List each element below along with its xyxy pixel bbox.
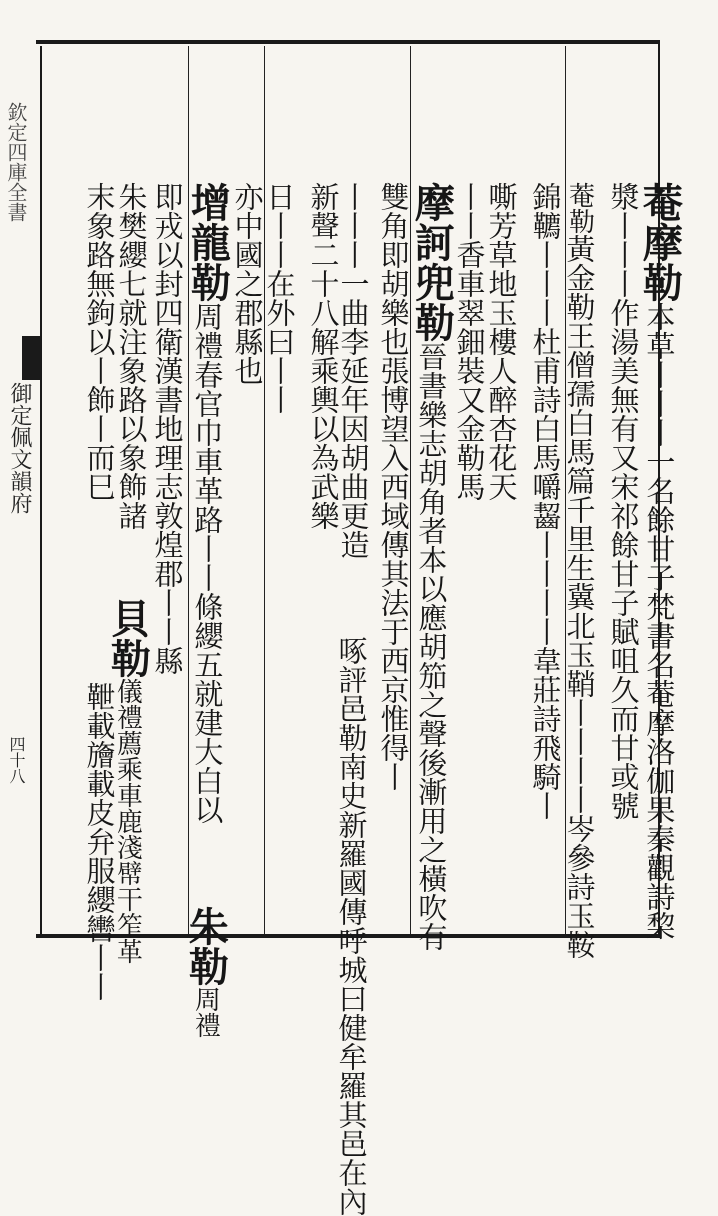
column-text: 漿丨丨丨作湯美無有又宋祁餘甘子賦咀久而甘或號 xyxy=(606,182,641,820)
entry-heading: 摩訶兜勒 xyxy=(408,182,456,342)
column-text: 丨丨丨一曲李延年因胡曲更造 xyxy=(336,182,371,559)
folio-number: 四十八 xyxy=(7,736,26,784)
column-text: 嘶芳草地玉樓人醉杏花天 xyxy=(484,182,519,501)
gutter-running-text: 欽定四庫全書 xyxy=(4,102,28,222)
column-text: 啄評邑勒南史新羅國傳呼城曰健牟羅其邑在內 xyxy=(334,636,369,1216)
entry-prefix: 菴勒 xyxy=(564,182,595,234)
column-text: 丨丨香車翠鈿裝又金勒馬 xyxy=(452,182,487,501)
entry-heading: 朱勒 xyxy=(182,906,230,986)
entry-heading: 貝勒 xyxy=(104,598,152,678)
text-column-20 xyxy=(48,546,151,1001)
column-text: 靾載旝載皮弁服纓轡丨丨 xyxy=(82,682,117,1001)
entry-heading: 菴摩勒 xyxy=(636,182,684,302)
column-text: 日丨丨在外曰丨丨 xyxy=(262,182,297,414)
column-text: 末象路無鉤以丨飾丨而巳 xyxy=(82,182,117,501)
column-text: 本草丨丨丨一名餘甘子梵書名菴摩洛伽果秦觀詩棃 xyxy=(642,302,677,940)
column-text: 亦中國之郡縣也 xyxy=(230,182,265,385)
column-text: 黃金勒王僧孺白馬篇千里生冀北玉鞘丨丨丨丨岑參詩玉鞍 xyxy=(562,234,597,959)
gutter-book-title: 御定佩文韻府 xyxy=(7,382,32,514)
column-text: 儀禮薦乘車鹿淺幦干笮革 xyxy=(112,678,143,964)
column-text: 新聲二十八解乘輿以為武樂 xyxy=(306,182,341,530)
column-text: 錦韀丨丨丨杜甫詩白馬嚼齧丨丨丨丨韋莊詩飛騎丨 xyxy=(528,182,563,820)
page-gutter xyxy=(0,46,42,934)
column-text: 周禮 xyxy=(190,986,221,1038)
column-text: 朱樊纓七就注象路以象飾諸 xyxy=(114,182,149,530)
column-text: 晉書樂志胡角者本以應胡笳之聲後漸用之橫吹有 xyxy=(414,342,449,951)
column-text: 周禮春官巾車革路丨丨條纓五就建大白以 xyxy=(190,302,225,824)
column-text: 即戎以封四衛漢書地理志敦煌郡丨丨縣 xyxy=(150,182,185,675)
fish-tail-mark xyxy=(22,336,40,380)
entry-heading: 增龍勒 xyxy=(184,182,232,302)
column-text: 雙角即胡樂也張博望入西域傳其法于西京惟得丨 xyxy=(376,182,411,791)
